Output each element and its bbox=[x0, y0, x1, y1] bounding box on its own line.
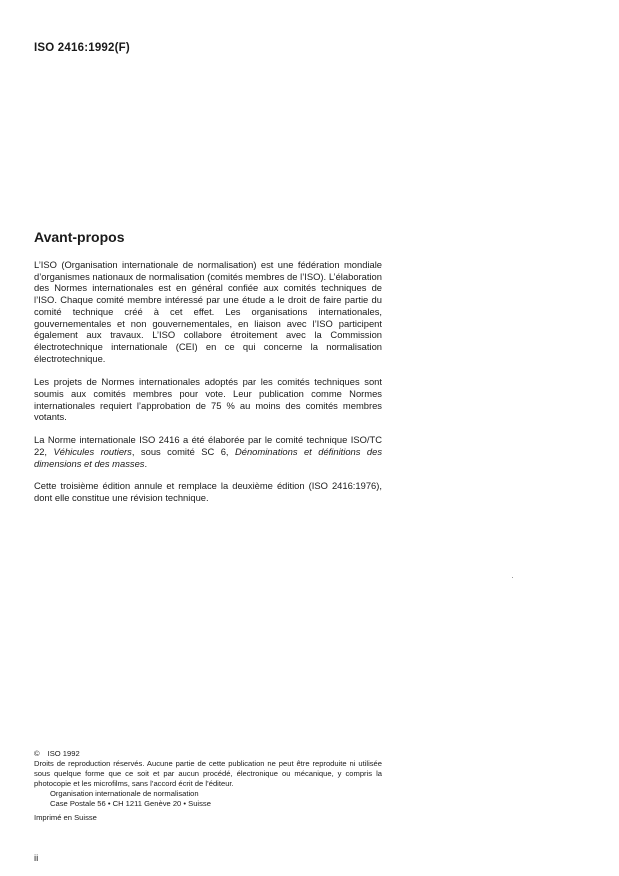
paragraph-committee bbox=[34, 434, 382, 469]
copyright-symbol: © bbox=[34, 749, 40, 758]
foreword-body bbox=[34, 259, 382, 515]
copyright-rights: Droits de reproduction réservés. Aucune partie de cette publication ne peut être reproduite ni utilisée sous quelque forme que ce soit et par aucun procédé, électronique ou mécanique, y compris la photocopie et les microfilms, sans l’accord écrit de l’éditeur. bbox=[34, 759, 382, 788]
committee-text-start: La Norme internationale ISO 2416 a été élaborée par le comité technique ISO/TC 22, bbox=[34, 434, 382, 457]
copyright-holder-year: ISO 1992 bbox=[47, 749, 80, 758]
paragraph-iso-description: L’ISO (Organisation internationale de normalisation) est une fédération mondiale d’organismes nationaux de normalisation (comités membres de l’ISO). L’élaboration des Normes internationales est en général confiée aux comités techniques de l’ISO. Chaque comité membre intéressé par une étude a le droit de faire partie du comité technique créé à cet effet. Les organisations internationales, gouvernementales et non gouvernementales, en liaison avec l’ISO participent également aux travaux. L’ISO collabore étroitement avec la Commission électrotechnique internationale (CEI) en ce qui concerne la normalisation électrotechnique. bbox=[34, 259, 382, 364]
subcommittee-name: Dénominations et définitions des dimensions et des masses bbox=[34, 445, 383, 469]
document-code: ISO 2416:1992(F) bbox=[34, 42, 130, 54]
paragraph-draft-standards: Les projets de Normes internationales adoptés par les comités techniques sont soumis aux comités membres pour vote. Leur publication comme Normes internationales requiert l’approbation de 75 % au moins des comités membres votants. bbox=[34, 376, 382, 423]
printed-in: Imprimé en Suisse bbox=[34, 813, 97, 822]
page-number: ii bbox=[34, 853, 39, 864]
organization-name: Organisation internationale de normalisation bbox=[50, 789, 199, 798]
organization-address: Case Postale 56 • CH 1211 Genève 20 • Suisse bbox=[50, 799, 211, 808]
copyright-block bbox=[34, 749, 382, 823]
paragraph-edition: Cette troisième édition annule et remplace la deuxième édition (ISO 2416:1976), dont elle constitue une révision technique. bbox=[34, 480, 382, 503]
committee-text-mid: , sous comité SC 6, bbox=[131, 445, 235, 457]
scan-speck bbox=[512, 577, 513, 578]
copyright-line bbox=[34, 749, 382, 759]
section-title: Avant-propos bbox=[34, 229, 125, 245]
committee-name: Véhicules routiers bbox=[53, 445, 132, 457]
committee-text-end: . bbox=[144, 457, 148, 469]
